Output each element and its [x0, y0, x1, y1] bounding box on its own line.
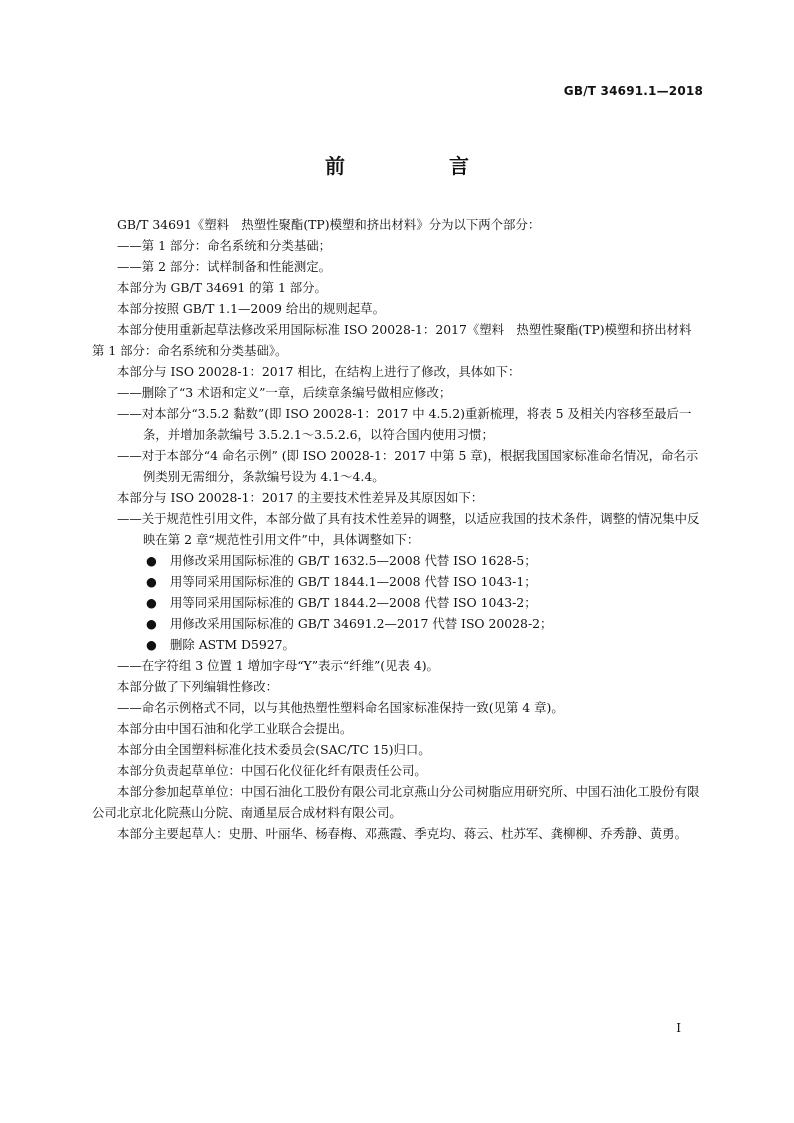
page-title: 前 言: [325, 154, 511, 178]
dash-item: ——第 1 部分：命名系统和分类基础；: [117, 238, 332, 253]
bullet-item: [92, 634, 704, 655]
bullet-icon: ●: [146, 637, 157, 652]
bullet-icon: ●: [146, 595, 157, 610]
bullet-item: [92, 592, 704, 613]
paragraph: 本部分使用重新起草法修改采用国际标准 ISO 20028-1：2017《塑料 热塑性聚酯(TP)模塑和挤出材料 第 1 部分：命名系统和分类基础》。: [92, 322, 704, 358]
paragraph: 本部分与 ISO 20028-1：2017 的主要技术性差异及其原因如下：: [117, 490, 484, 505]
bullet-item: [92, 550, 704, 571]
paragraph: 本部分由中国石油和化学工业联合会提出。: [117, 721, 353, 736]
bullet-text: 删除 ASTM D5927。: [170, 637, 295, 652]
paragraph: GB/T 34691《塑料 热塑性聚酯(TP)模塑和挤出材料》分为以下两个部分：: [117, 217, 541, 232]
dash-item: ——对本部分“3.5.2 黏数”(即 ISO 20028-1：2017 中 4.5.2)重新梳理，将表 5 及相关内容移至最后一条，并增加条款编号 3.5.2.1～3.5.2.6，以符合国内使用习惯；: [117, 406, 692, 442]
bullet-item: [92, 571, 704, 592]
dash-item: ——在字符组 3 位置 1 增加字母“Y”表示“纤维”(见表 4)。: [117, 658, 439, 673]
foreword-body: [92, 214, 704, 844]
paragraph: 本部分按照 GB/T 1.1—2009 给出的规则起草。: [117, 301, 385, 316]
bullet-icon: ●: [146, 616, 157, 631]
dash-item: ——对于本部分“4 命名示例” (即 ISO 20028-1：2017 中第 5 章)，根据我国国家标准命名情况，命名示例类别无需细分，条款编号设为 4.1～4.4。: [117, 448, 699, 484]
dash-item: ——第 2 部分：试样制备和性能测定。: [117, 259, 332, 274]
paragraph: 本部分主要起草人：史册、叶丽华、杨春梅、邓燕霞、季克均、蒋云、杜苏军、龚柳柳、乔秀静、黄勇。: [117, 826, 687, 841]
bullet-text: 用修改采用国际标准的 GB/T 1632.5—2008 代替 ISO 1628-5；: [170, 553, 537, 568]
bullet-item: [92, 613, 704, 634]
paragraph: 本部分做了下列编辑性修改：: [117, 679, 279, 694]
bullet-text: 用等同采用国际标准的 GB/T 1844.1—2008 代替 ISO 1043-1；: [170, 574, 537, 589]
paragraph: 本部分由全国塑料标准化技术委员会(SAC/TC 15)归口。: [117, 742, 431, 757]
bullet-icon: ●: [146, 574, 157, 589]
dash-item: ——关于规范性引用文件，本部分做了具有技术性差异的调整，以适应我国的技术条件，调整的情况集中反映在第 2 章“规范性引用文件”中，具体调整如下：: [117, 511, 700, 547]
paragraph: 本部分参加起草单位：中国石油化工股份有限公司北京燕山分公司树脂应用研究所、中国石油化工股份有限公司北京北化院燕山分院、南通星辰合成材料有限公司。: [92, 784, 700, 820]
bullet-text: 用修改采用国际标准的 GB/T 34691.2—2017 代替 ISO 20028-2；: [170, 616, 553, 631]
paragraph: 本部分负责起草单位：中国石化仪征化纤有限责任公司。: [117, 763, 427, 778]
dash-item: ——删除了“3 术语和定义”一章，后续章条编号做相应修改；: [117, 385, 452, 400]
dash-item: ——命名示例格式不同，以与其他热塑性塑料命名国家标准保持一致(见第 4 章)。: [117, 700, 564, 715]
standard-code: GB/T 34691.1—2018: [563, 84, 703, 98]
bullet-icon: ●: [146, 553, 157, 568]
page-number: I: [676, 1021, 681, 1035]
paragraph: 本部分与 ISO 20028-1：2017 相比，在结构上进行了修改，具体如下：: [117, 364, 521, 379]
paragraph: 本部分为 GB/T 34691 的第 1 部分。: [117, 280, 327, 295]
bullet-text: 用等同采用国际标准的 GB/T 1844.2—2008 代替 ISO 1043-2；: [170, 595, 537, 610]
